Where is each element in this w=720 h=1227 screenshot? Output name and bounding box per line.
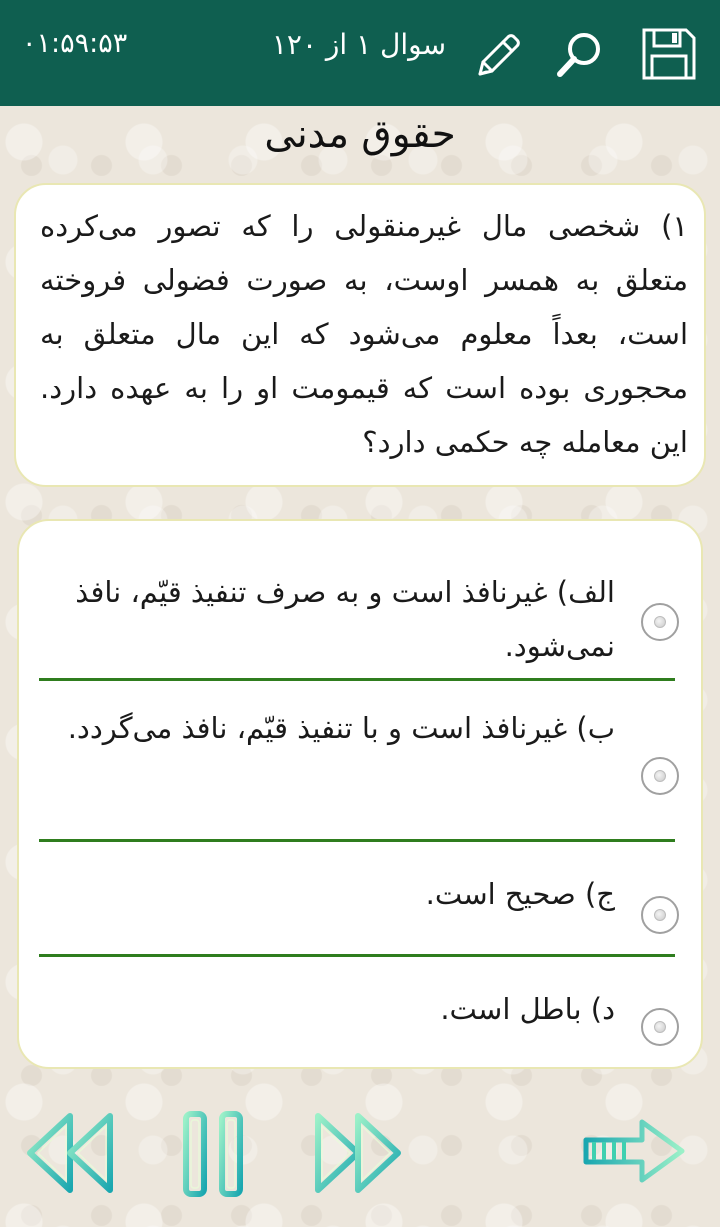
divider xyxy=(39,954,675,957)
rewind-icon[interactable] xyxy=(24,1108,116,1198)
radio-button[interactable] xyxy=(641,757,679,795)
divider xyxy=(39,678,675,681)
pause-icon[interactable] xyxy=(180,1108,246,1200)
radio-button[interactable] xyxy=(641,603,679,641)
next-arrow-icon[interactable] xyxy=(582,1116,686,1186)
radio-button[interactable] xyxy=(641,1008,679,1046)
option-label: د) باطل است. xyxy=(440,992,615,1026)
subject-title: حقوق مدنی xyxy=(264,112,456,157)
options-card xyxy=(17,519,703,1069)
option-label: الف) غیرنافذ است و به صرف تنفیذ قیّم، نافذ نمی‌شود. xyxy=(75,575,615,663)
question-counter: سوال ۱ از ۱۲۰ xyxy=(271,28,447,61)
question-text: ۱) شخصی مال غیرمنقولی را که تصور می‌کرده متعلق به همسر اوست، به صورت فضولی فروخته است، بعداً معلوم می‌شود که این مال متعلق به محجوری بوده است که قیمومت او را به عهده دارد. این معامله چه حکمی دارد؟ xyxy=(40,209,688,459)
option-jim[interactable] xyxy=(19,843,705,953)
option-alef[interactable] xyxy=(19,545,705,673)
search-icon[interactable] xyxy=(552,28,606,82)
save-icon[interactable] xyxy=(640,26,698,82)
pencil-icon[interactable] xyxy=(472,28,526,82)
option-label: ب) غیرنافذ است و با تنفیذ قیّم، نافذ می‌گردد. xyxy=(67,711,615,745)
question-card xyxy=(14,183,706,487)
radio-button[interactable] xyxy=(641,896,679,934)
option-dal[interactable] xyxy=(19,958,705,1068)
fast-forward-icon[interactable] xyxy=(312,1108,404,1198)
top-bar xyxy=(0,0,720,106)
option-be[interactable] xyxy=(19,683,705,837)
option-label: ج) صحیح است. xyxy=(425,877,615,911)
timer: ۰۱:۵۹:۵۳ xyxy=(22,28,128,59)
divider xyxy=(39,839,675,842)
